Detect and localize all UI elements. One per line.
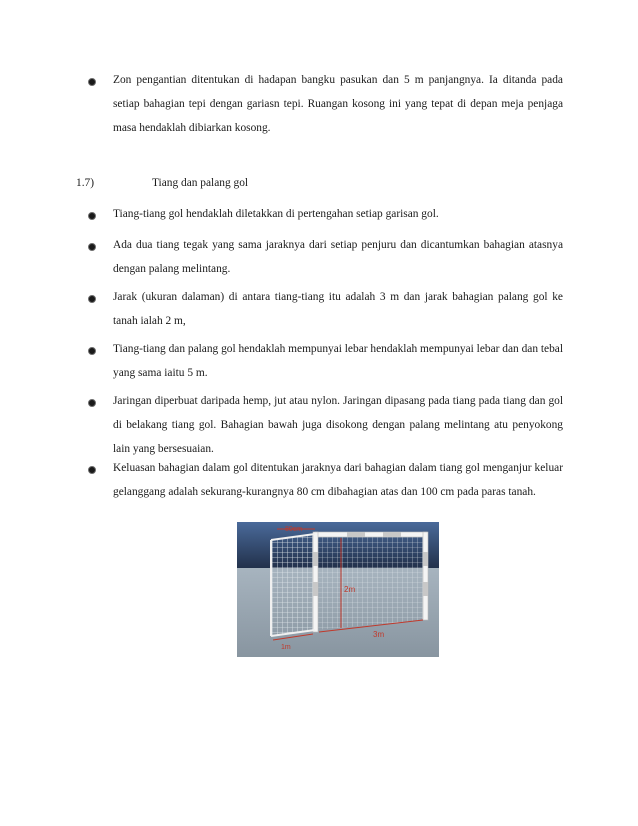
bullet-icon bbox=[88, 243, 96, 251]
bullet-text: Jaringan diperbuat daripada hemp, jut atau nylon. Jaringan dipasang pada tiang pada tiang dan gol di belakang tiang gol. Bahagian bawah juga disokong dengan palang melintang atu penyokong lain yang bersesuaian. bbox=[113, 395, 563, 455]
crossbar bbox=[315, 532, 427, 537]
bullet-text: Zon pengantian ditentukan di hadapan bangku pasukan dan 5 m panjangnya. Ia ditanda pada setiap bahagian tepi dengan gariasn tepi. Ruangan kosong ini yang tepat di depan meja penjaga masa hendaklah dibiarkan kosong. bbox=[113, 74, 563, 134]
bullet-text: Tiang-tiang dan palang gol hendaklah mempunyai lebar hendaklah mempunyai lebar dan dan tebal yang sama iaitu 5 m. bbox=[113, 343, 564, 379]
bullet-icon bbox=[88, 295, 96, 303]
bullet-text: Jarak (ukuran dalaman) di antara tiang-tiang itu adalah 3 m dan jarak bahagian palang gol ke tanah ialah 2 m, bbox=[113, 291, 563, 327]
goal-diagram-image bbox=[237, 522, 439, 657]
post-stripe bbox=[423, 552, 428, 566]
label-top: 80cm bbox=[285, 526, 303, 533]
section-number: 1.7) bbox=[76, 177, 95, 189]
bullet-text: Ada dua tiang tegak yang sama jaraknya dari setiap penjuru dan dicantumkan bahagian atasnya dengan palang melintang. bbox=[113, 239, 563, 275]
label-height: 2m bbox=[344, 585, 356, 594]
crossbar-stripe bbox=[383, 532, 401, 537]
post-stripe bbox=[313, 582, 318, 596]
net-side bbox=[271, 535, 315, 636]
label-width: 3m bbox=[373, 630, 385, 639]
section-title: Tiang dan palang gol bbox=[152, 177, 249, 189]
bullet-icon bbox=[88, 78, 96, 86]
post-stripe bbox=[313, 552, 318, 566]
bullet-text: Tiang-tiang gol hendaklah diletakkan di pertengahan setiap garisan gol. bbox=[113, 208, 439, 220]
label-depth: 1m bbox=[281, 644, 291, 651]
bullet-icon bbox=[88, 212, 96, 220]
bullet-icon bbox=[88, 347, 96, 355]
post-stripe bbox=[423, 582, 428, 596]
bullet-icon bbox=[88, 399, 96, 407]
crossbar-stripe bbox=[347, 532, 365, 537]
bullet-text: Keluasan bahagian dalam gol ditentukan jaraknya dari bahagian dalam tiang gol menganjur keluar gelanggang adalah sekurang-kurangnya 80 cm dibahagian atas dan 100 cm pada paras tanah. bbox=[113, 462, 563, 498]
right-post bbox=[423, 532, 428, 620]
bullet-icon bbox=[88, 466, 96, 474]
